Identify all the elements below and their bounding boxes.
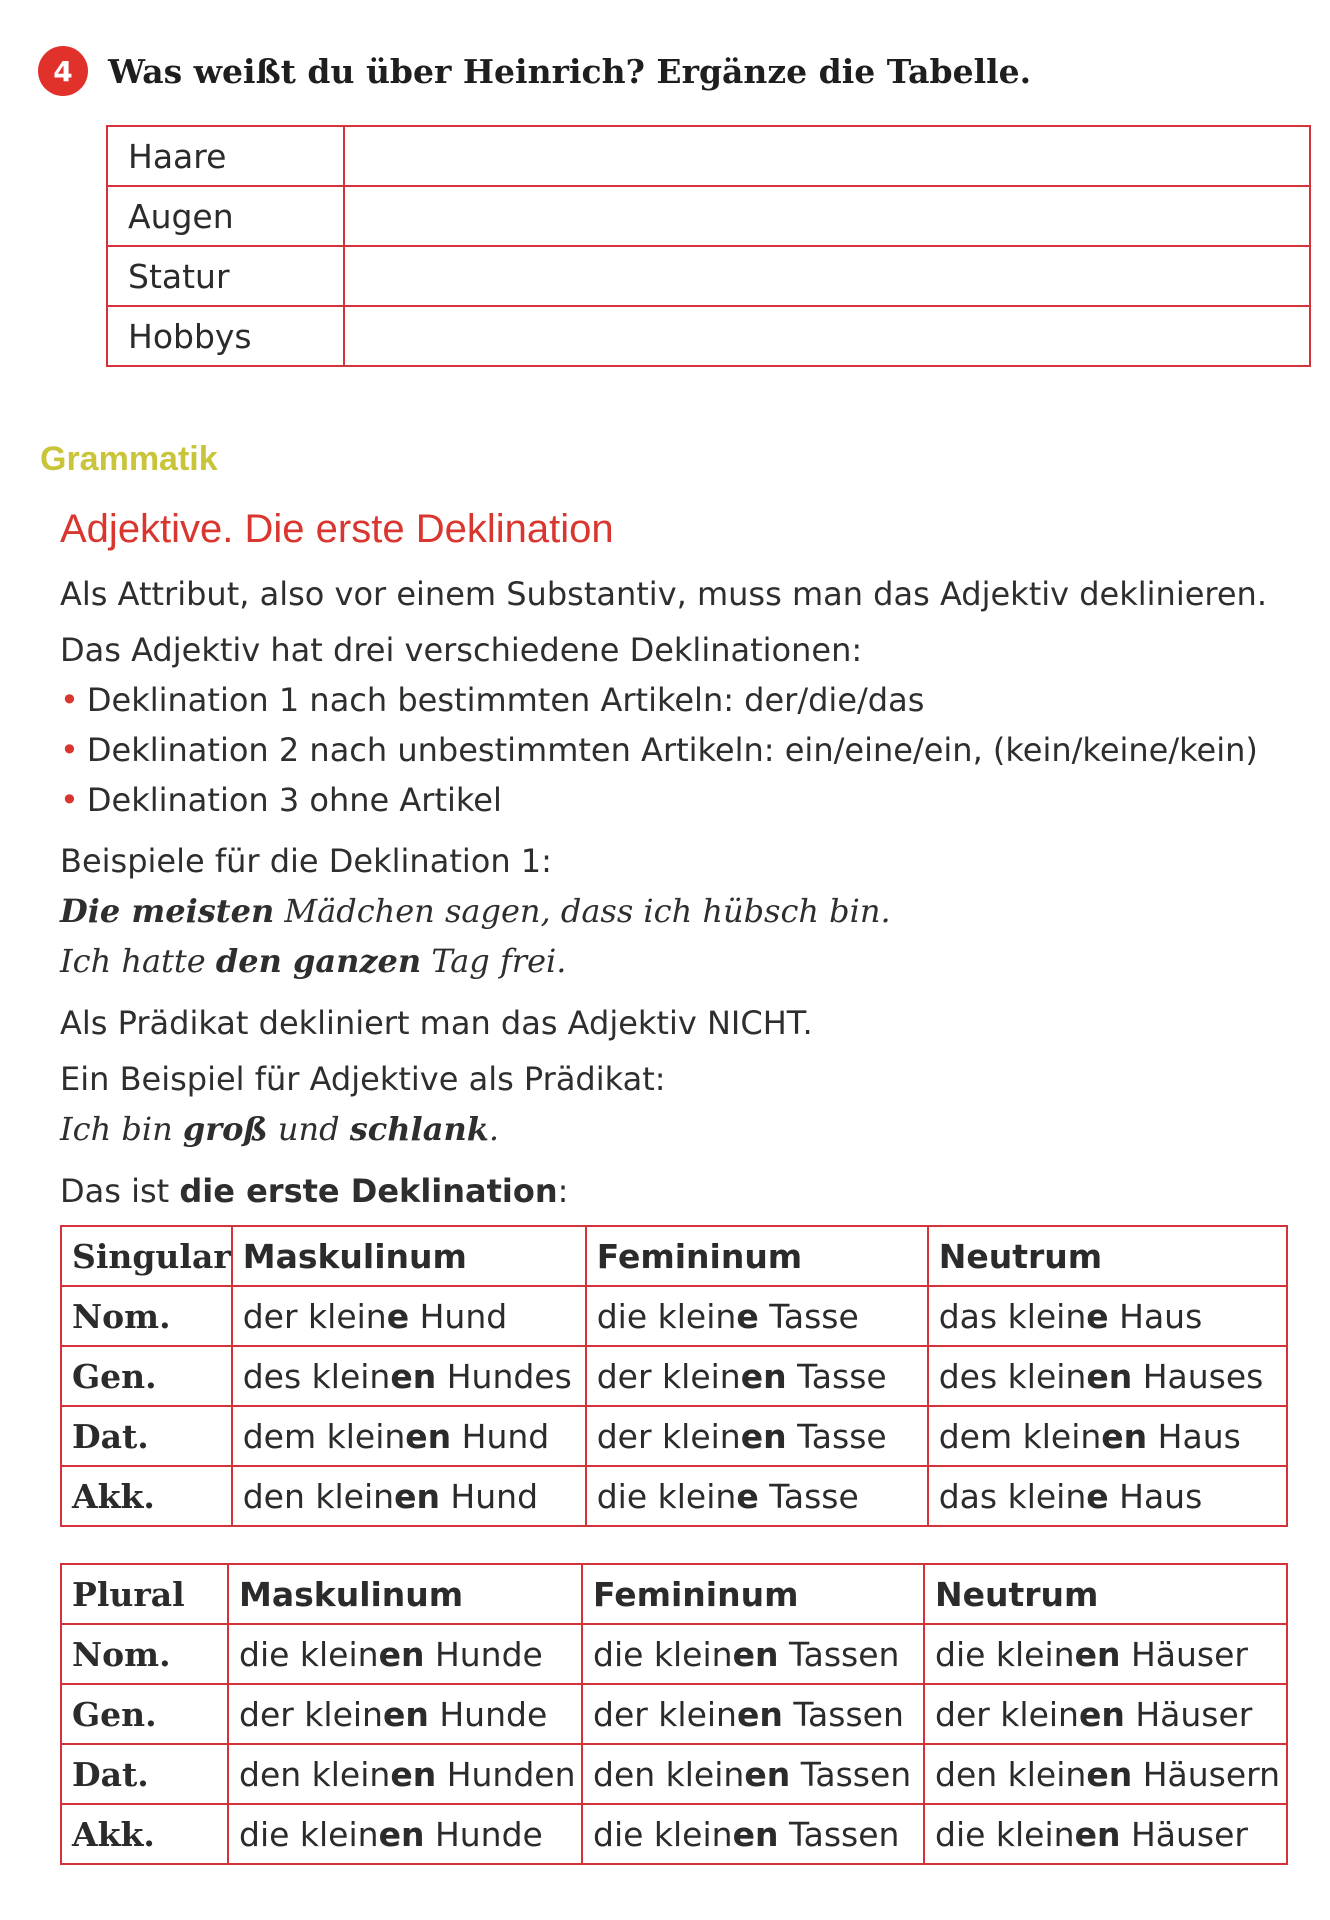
case-label: Nom. — [61, 1286, 232, 1346]
table-cell: das kleine Haus — [928, 1286, 1287, 1346]
case-label: Dat. — [61, 1744, 228, 1804]
exercise-title: Was weißt du über Heinrich? Ergänze die Tabelle. — [108, 51, 1032, 91]
table-row — [107, 126, 1310, 186]
table-row — [61, 1804, 1287, 1864]
example-sentence-2: Ich hatte den ganzen Tag frei. — [60, 942, 567, 980]
bullet-item: • Deklination 3 ohne Artikel — [60, 781, 502, 819]
bullet-icon: • — [60, 681, 79, 719]
table-header-row — [61, 1226, 1287, 1286]
table-cell: der kleinen Hunde — [228, 1684, 582, 1744]
table-row — [61, 1744, 1287, 1804]
predicate-text-2: Ein Beispiel für Adjektive als Prädikat: — [60, 1060, 666, 1098]
intro-text-1: Als Attribut, also vor einem Substantiv, muss man das Adjektiv deklinieren. — [60, 575, 1267, 613]
header-cell: Maskulinum — [232, 1226, 586, 1286]
table-row — [61, 1466, 1287, 1526]
table-cell: der kleinen Tasse — [586, 1406, 928, 1466]
exercise-header — [38, 46, 1031, 96]
case-label: Akk. — [61, 1804, 228, 1864]
example-sentence-3: Ich bin groß und schlank. — [60, 1110, 500, 1148]
table-row — [61, 1406, 1287, 1466]
exercise-number-badge: 4 — [38, 46, 88, 96]
table-row — [107, 306, 1310, 366]
answer-cell[interactable] — [344, 246, 1310, 306]
row-label: Hobbys — [107, 306, 344, 366]
exercise-table — [106, 125, 1311, 367]
table-cell: der kleinen Häuser — [924, 1684, 1287, 1744]
grammar-heading: Adjektive. Die erste Deklination — [60, 507, 614, 551]
table-row — [61, 1346, 1287, 1406]
table-cell: die kleine Tasse — [586, 1466, 928, 1526]
header-cell: Singular — [61, 1226, 232, 1286]
table-cell: der kleinen Tassen — [582, 1684, 924, 1744]
case-label: Akk. — [61, 1466, 232, 1526]
table-cell: die kleinen Häuser — [924, 1804, 1287, 1864]
header-cell: Femininum — [586, 1226, 928, 1286]
table-cell: der kleinen Tasse — [586, 1346, 928, 1406]
intro-text-2: Das Adjektiv hat drei verschiedene Deklinationen: — [60, 631, 863, 669]
bullet-item: • Deklination 1 nach bestimmten Artikeln: der/die/das — [60, 681, 925, 719]
case-label: Dat. — [61, 1406, 232, 1466]
table-cell: die kleinen Hunde — [228, 1624, 582, 1684]
answer-cell[interactable] — [344, 186, 1310, 246]
table-row — [61, 1286, 1287, 1346]
examples-label: Beispiele für die Deklination 1: — [60, 842, 552, 880]
header-cell: Femininum — [582, 1564, 924, 1624]
table-cell: den kleinen Hunden — [228, 1744, 582, 1804]
section-label: Grammatik — [40, 440, 218, 478]
table-row — [107, 186, 1310, 246]
case-label: Gen. — [61, 1346, 232, 1406]
table-intro: Das ist die erste Deklination: — [60, 1172, 569, 1210]
table-header-row — [61, 1564, 1287, 1624]
row-label: Augen — [107, 186, 344, 246]
table-cell: der kleine Hund — [232, 1286, 586, 1346]
singular-table — [60, 1225, 1288, 1527]
table-cell: die kleinen Häuser — [924, 1624, 1287, 1684]
header-cell: Neutrum — [924, 1564, 1287, 1624]
table-cell: das kleine Haus — [928, 1466, 1287, 1526]
bullet-icon: • — [60, 731, 79, 769]
answer-cell[interactable] — [344, 126, 1310, 186]
header-cell: Maskulinum — [228, 1564, 582, 1624]
predicate-text-1: Als Prädikat dekliniert man das Adjektiv NICHT. — [60, 1004, 813, 1042]
table-row — [61, 1624, 1287, 1684]
table-cell: des kleinen Hauses — [928, 1346, 1287, 1406]
table-cell: den kleinen Häusern — [924, 1744, 1287, 1804]
header-cell: Plural — [61, 1564, 228, 1624]
table-cell: dem kleinen Haus — [928, 1406, 1287, 1466]
plural-table — [60, 1563, 1288, 1865]
table-cell: den kleinen Hund — [232, 1466, 586, 1526]
table-cell: die kleine Tasse — [586, 1286, 928, 1346]
example-sentence-1: Die meisten Mädchen sagen, dass ich hübsch bin. — [60, 892, 891, 930]
table-cell: die kleinen Hunde — [228, 1804, 582, 1864]
bullet-item: • Deklination 2 nach unbestimmten Artikeln: ein/eine/ein, (kein/keine/kein) — [60, 731, 1258, 769]
row-label: Haare — [107, 126, 344, 186]
answer-cell[interactable] — [344, 306, 1310, 366]
row-label: Statur — [107, 246, 344, 306]
table-cell: die kleinen Tassen — [582, 1804, 924, 1864]
header-cell: Neutrum — [928, 1226, 1287, 1286]
table-cell: dem kleinen Hund — [232, 1406, 586, 1466]
table-cell: den kleinen Tassen — [582, 1744, 924, 1804]
case-label: Nom. — [61, 1624, 228, 1684]
table-row — [107, 246, 1310, 306]
table-cell: die kleinen Tassen — [582, 1624, 924, 1684]
table-cell: des kleinen Hundes — [232, 1346, 586, 1406]
case-label: Gen. — [61, 1684, 228, 1744]
bullet-icon: • — [60, 781, 79, 819]
table-row — [61, 1684, 1287, 1744]
